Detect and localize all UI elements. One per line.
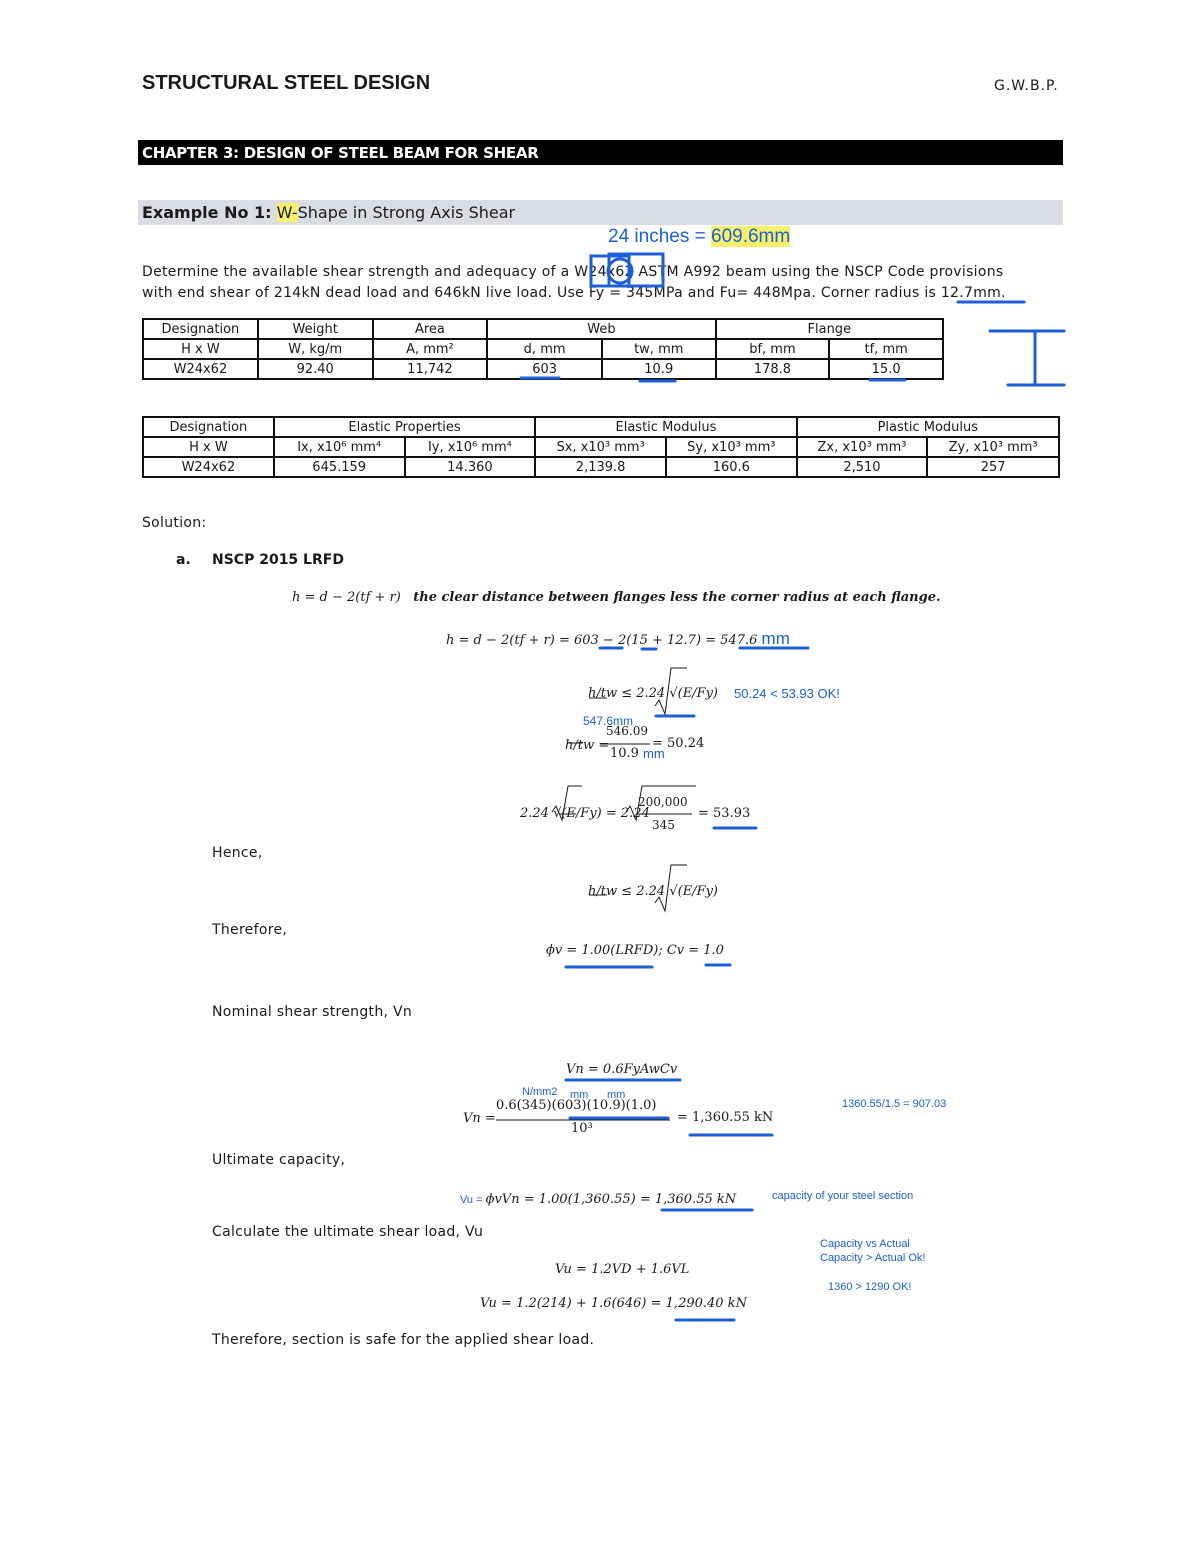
table-header-cell: Elastic Modulus xyxy=(535,417,796,437)
annotation-inches xyxy=(608,226,790,248)
limit-den: 345 xyxy=(652,818,675,832)
vn-result: = 1,360.55 kN xyxy=(677,1110,774,1125)
unit-mm-2: mm xyxy=(607,1089,626,1101)
table-cell: 10.9 xyxy=(602,359,716,379)
hence-label: Hence, xyxy=(212,845,263,861)
note-capacity-ok: Capacity > Actual Ok! xyxy=(820,1252,926,1264)
table-cell: W24x62 xyxy=(143,457,274,477)
table-row xyxy=(143,359,943,379)
limit-num: 200,000 xyxy=(638,795,688,809)
table-cell: 645.159 xyxy=(274,457,405,477)
example-label: Example No 1: xyxy=(142,203,272,222)
annotation-inches-left: 24 inches = xyxy=(608,226,711,247)
example-title xyxy=(142,203,515,222)
example-highlight: W- xyxy=(276,203,298,222)
table-unit-cell: W, kg/m xyxy=(258,339,373,359)
table-unit-cell: H x W xyxy=(143,437,274,457)
note-907: 1360.55/1.5 = 907.03 xyxy=(842,1098,947,1110)
table-unit-cell: bf, mm xyxy=(716,339,830,359)
table-header-cell: Plastic Modulus xyxy=(797,417,1059,437)
table-cell: 160.6 xyxy=(666,457,797,477)
ratio-check-1: h/tw ≤ 2.24 √(E/Fy) xyxy=(588,686,718,701)
ultimate-label: Ultimate capacity, xyxy=(212,1152,346,1168)
table-unit-cell: Sx, x10³ mm³ xyxy=(535,437,666,457)
vu-value: Vu = 1.2(214) + 1.6(646) = 1,290.40 kN xyxy=(480,1296,747,1311)
table-unit-row xyxy=(143,339,943,359)
note-ok-1: 50.24 < 53.93 OK! xyxy=(734,686,840,701)
note-547: 547.6mm xyxy=(583,714,634,728)
section-properties-table-1 xyxy=(142,318,944,380)
vu-capacity-line xyxy=(460,1188,736,1207)
table-header-cell: Designation xyxy=(143,417,274,437)
limit-left: 2.24 √(E/Fy) = 2.24 xyxy=(520,806,650,821)
table-cell: 2,139.8 xyxy=(535,457,666,477)
nominal-label: Nominal shear strength, Vn xyxy=(212,1004,413,1020)
table-cell: 257 xyxy=(927,457,1059,477)
table-cell: 92.40 xyxy=(258,359,373,379)
table-cell: 2,510 xyxy=(797,457,928,477)
part-title: NSCP 2015 LRFD xyxy=(212,552,344,568)
table-cell: 14.360 xyxy=(405,457,536,477)
note-capacity: capacity of your steel section xyxy=(772,1190,914,1202)
ratio-check-2: h/tw ≤ 2.24 √(E/Fy) xyxy=(588,884,718,899)
therefore-label: Therefore, xyxy=(212,922,288,938)
table-cell: 603 xyxy=(487,359,602,379)
solution-heading: Solution: xyxy=(142,515,207,531)
note-capacity-vs-actual: Capacity vs Actual xyxy=(820,1238,910,1250)
table-header-cell: Designation xyxy=(143,319,258,339)
example-rest: Shape in Strong Axis Shear xyxy=(297,203,516,222)
table-cell: 15.0 xyxy=(829,359,943,379)
author-initials: G.W.B.P. xyxy=(994,78,1059,94)
table-header-cell: Weight xyxy=(258,319,373,339)
part-label: a. xyxy=(176,552,191,568)
problem-statement xyxy=(142,262,1042,304)
ratio-num-print: 546.09 xyxy=(606,724,648,738)
table-header-row xyxy=(143,417,1059,437)
document-title: STRUCTURAL STEEL DESIGN xyxy=(142,72,431,94)
equation-h-definition xyxy=(292,590,941,605)
table-unit-cell: Iy, x10⁶ mm⁴ xyxy=(405,437,536,457)
table-unit-cell: Zy, x10³ mm³ xyxy=(927,437,1059,457)
problem-line-1: Determine the available shear strength and adequacy of a W24x62 ASTM A992 beam using the NSCP Code provisions xyxy=(142,264,1004,280)
table-unit-cell: Ix, x10⁶ mm⁴ xyxy=(274,437,405,457)
mm-annotation: mm xyxy=(761,629,790,648)
table-row xyxy=(143,457,1059,477)
problem-line-2: with end shear of 214kN dead load and 646kN live load. Use Fy = 345MPa and Fu= 448Mpa. Corner radius is 12.7mm. xyxy=(142,285,1006,301)
table-unit-cell: d, mm xyxy=(487,339,602,359)
chapter-title: CHAPTER 3: DESIGN OF STEEL BEAM FOR SHEAR xyxy=(142,144,539,162)
table-unit-cell: A, mm² xyxy=(373,339,488,359)
vn-denominator: 10³ xyxy=(571,1121,593,1136)
table-unit-cell: tw, mm xyxy=(602,339,716,359)
table-header-cell: Flange xyxy=(716,319,943,339)
vu-formula: Vu = 1.2VD + 1.6VL xyxy=(555,1262,690,1277)
table-cell: 178.8 xyxy=(716,359,830,379)
unit-mm-1: mm xyxy=(570,1089,589,1101)
vn-left: Vn = xyxy=(463,1111,496,1126)
eq-h-desc: the clear distance between flanges less the corner radius at each flange. xyxy=(413,590,941,605)
conclusion: Therefore, section is safe for the applied shear load. xyxy=(212,1332,595,1348)
vn-numerator: 0.6(345)(603)(10.9)(1.0) xyxy=(496,1098,657,1113)
note-1360-1290: 1360 > 1290 OK! xyxy=(828,1281,912,1293)
phi-line: ϕv = 1.00(LRFD); Cv = 1.0 xyxy=(546,943,724,958)
table-header-cell: Web xyxy=(487,319,715,339)
limit-result: = 53.93 xyxy=(698,806,751,821)
mm-note-2: mm xyxy=(643,746,665,761)
ratio-result: = 50.24 xyxy=(652,736,705,751)
section-properties-table-2 xyxy=(142,416,1060,478)
vu-prefix: Vu = xyxy=(460,1194,486,1206)
vn-formula: Vn = 0.6FyAwCv xyxy=(566,1062,678,1077)
equation-h-calc xyxy=(446,629,790,649)
table-unit-cell: H x W xyxy=(143,339,258,359)
calc-label: Calculate the ultimate shear load, Vu xyxy=(212,1224,484,1240)
table-cell: 11,742 xyxy=(373,359,488,379)
table-cell: W24x62 xyxy=(143,359,258,379)
unit-nmm2: N/mm2 xyxy=(522,1086,558,1098)
table-header-row xyxy=(143,319,943,339)
annotation-inches-right: 609.6mm xyxy=(711,226,791,247)
ratio-calc-left: h/tw = xyxy=(565,738,610,753)
table-header-cell: Area xyxy=(373,319,488,339)
eq-h-calc: h = d − 2(tf + r) = 603 − 2(15 + 12.7) = 547.6 xyxy=(446,633,758,648)
ratio-den: 10.9 xyxy=(610,746,639,761)
table-header-cell: Elastic Properties xyxy=(274,417,535,437)
table-unit-cell: tf, mm xyxy=(829,339,943,359)
table-unit-cell: Zx, x10³ mm³ xyxy=(797,437,928,457)
vu-calc: ϕvVn = 1.00(1,360.55) = 1,360.55 kN xyxy=(485,1192,737,1207)
table-unit-cell: Sy, x10³ mm³ xyxy=(666,437,797,457)
eq-h-def: h = d − 2(tf + r) xyxy=(292,590,401,605)
table-unit-row xyxy=(143,437,1059,457)
